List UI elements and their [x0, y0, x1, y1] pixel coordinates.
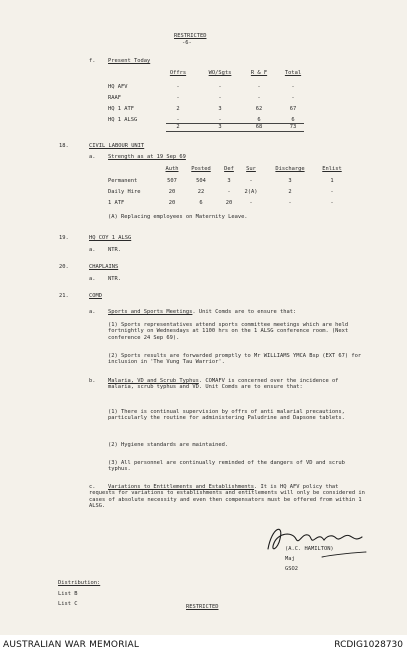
malaria-intro: . COMAFV is concerned over the incidence of malaria, scrub typhus and VD. Unit Comds are to ensure that:	[108, 378, 339, 391]
sports-item: (2) Sports results are forwarded promptly to Mr WILLIAMS YMCA Bsp (EXT 67) for inclusion in 'The Vung Tau Warrior'.	[108, 353, 362, 366]
present-col-total: Total	[284, 70, 302, 76]
present-cell: -	[257, 95, 261, 101]
variations-paragraph	[89, 484, 367, 510]
clu-row-label: Permanent	[108, 178, 138, 184]
subsection-text: NTR.	[108, 247, 121, 253]
subsection-letter: c.	[89, 484, 96, 490]
section-number: 18.	[59, 143, 69, 149]
subsection-letter: b.	[89, 378, 96, 384]
clu-col-enlist: Enlist	[322, 166, 342, 172]
malaria-paragraph	[108, 378, 366, 391]
present-total: 73	[289, 124, 297, 130]
clu-cell: 1	[330, 178, 334, 184]
page-number: -6-	[182, 40, 192, 46]
sports-title: Sports and Sports Meetings	[108, 309, 193, 315]
section-title: COMD	[89, 293, 102, 299]
present-letter: f.	[89, 58, 96, 64]
present-total: 3	[218, 124, 222, 130]
clu-cell: -	[227, 189, 231, 195]
present-title: Present Today	[108, 58, 151, 64]
archive-caption-bar	[0, 635, 407, 654]
subsection-letter: a.	[89, 309, 96, 315]
present-total: 2	[176, 124, 180, 130]
present-cell: -	[218, 95, 222, 101]
clu-col-discharge: Discharge	[275, 166, 305, 172]
section-title: HQ COY 1 ALSG	[89, 235, 132, 241]
present-cell: -	[176, 95, 180, 101]
present-cell: -	[176, 84, 180, 90]
malaria-item: (3) All personnel are continually reminded of the dangers of VD and scrub typhus.	[108, 460, 345, 473]
clu-cell: -	[330, 200, 334, 206]
present-cell: 2	[176, 106, 180, 112]
clu-cell: -	[288, 200, 292, 206]
archive-id: RCDIG1028730	[334, 640, 403, 650]
section-number: 21.	[59, 293, 69, 299]
clu-cell: 6	[199, 200, 203, 206]
present-row-label: HQ AFV	[108, 84, 128, 90]
classification-footer: RESTRICTED	[186, 604, 219, 610]
present-cell: -	[291, 95, 295, 101]
subsection-letter: a.	[89, 276, 96, 282]
present-cell: -	[218, 117, 222, 123]
sports-intro: . Unit Comds are to ensure that:	[192, 309, 297, 315]
present-col-offrs: Offrs	[169, 70, 187, 76]
signatory-name: (A.C. HAMILTON)	[285, 546, 334, 552]
present-row-label: HQ 1 ATF	[108, 106, 134, 112]
present-cell: 3	[218, 106, 222, 112]
clu-cell: 22	[197, 189, 205, 195]
present-col-wosgts: WO/Sgts	[208, 70, 232, 76]
clu-row-label: Daily Hire	[108, 189, 141, 195]
clu-cell: 20	[168, 189, 176, 195]
sports-paragraph	[108, 309, 363, 315]
clu-cell: 3	[288, 178, 292, 184]
clu-cell: 507	[167, 178, 177, 184]
subsection-letter: a.	[89, 154, 96, 160]
clu-cell: 504	[196, 178, 206, 184]
subsection-text: NTR.	[108, 276, 121, 282]
present-cell: -	[218, 84, 222, 90]
clu-cell: 20	[225, 200, 233, 206]
distribution-title: Distribution:	[58, 580, 101, 586]
clu-cell: -	[249, 178, 253, 184]
present-cell: 6	[257, 117, 261, 123]
sports-item: (1) Sports representatives attend sports committee meetings which are held fortnightly on Wednesdays at 1100 hrs on the 1 ALSG conference room. (Next conference 24 Sep 69).	[108, 322, 349, 341]
section-title: CHAPLAINS	[89, 264, 119, 270]
clu-cell: 2	[288, 189, 292, 195]
present-cell: -	[176, 117, 180, 123]
present-total: 68	[255, 124, 263, 130]
present-cell: -	[291, 84, 295, 90]
present-cell: -	[257, 84, 261, 90]
present-col-rf: R & F	[250, 70, 268, 76]
clu-col-sur: Sur	[246, 166, 256, 172]
malaria-item: (1) There is continual supervision by offrs of anti malarial precautions, particularly the routine for administering Paludrine and Dapsone tablets.	[108, 409, 345, 422]
clu-cell: 3	[227, 178, 231, 184]
classification-header: RESTRICTED	[174, 33, 207, 39]
clu-col-def: Def	[224, 166, 234, 172]
clu-cell: 2(A)	[244, 189, 258, 195]
present-cell: 6	[291, 117, 295, 123]
clu-row-label: 1 ATF	[108, 200, 125, 206]
section-number: 20.	[59, 264, 69, 270]
signature-text: Dameron	[302, 529, 307, 530]
clu-col-posted: Posted	[191, 166, 211, 172]
present-cell: 62	[255, 106, 263, 112]
clu-note: (A) Replacing employees on Maternity Leave.	[108, 214, 248, 220]
subsection-title: Strength as at 19 Sep 69	[108, 154, 186, 160]
variations-text: . It is HQ AFV policy that requests for variations to establishments and entitlements will only be considered in cases of absolute necessity and even then compensators must be offered from within 1 ALSG.	[89, 484, 365, 510]
clu-col-auth: Auth	[165, 166, 179, 172]
signature-scrawl	[262, 519, 372, 559]
signatory-appointment: GSO2	[285, 566, 298, 572]
archive-institution: AUSTRALIAN WAR MEMORIAL	[3, 640, 140, 650]
clu-cell: -	[249, 200, 253, 206]
distribution-list: List B	[58, 591, 78, 597]
section-title: CIVIL LABOUR UNIT	[89, 143, 145, 149]
malaria-title: Malaria, VD and Scrub Typhus	[108, 378, 199, 384]
malaria-item: (2) Hygiene standards are maintained.	[108, 442, 229, 448]
distribution-list: List C	[58, 601, 78, 607]
present-row-label: HQ 1 ALSG	[108, 117, 138, 123]
clu-cell: 20	[168, 200, 176, 206]
subsection-letter: a.	[89, 247, 96, 253]
clu-cell: -	[330, 189, 334, 195]
variations-title: Variations to Entitlements and Establishments	[108, 484, 255, 490]
section-number: 19.	[59, 235, 69, 241]
present-row-label: RAAF	[108, 95, 121, 101]
signatory-rank: Maj	[285, 556, 295, 562]
totals-rule-bottom	[166, 131, 304, 132]
present-cell: 67	[289, 106, 297, 112]
